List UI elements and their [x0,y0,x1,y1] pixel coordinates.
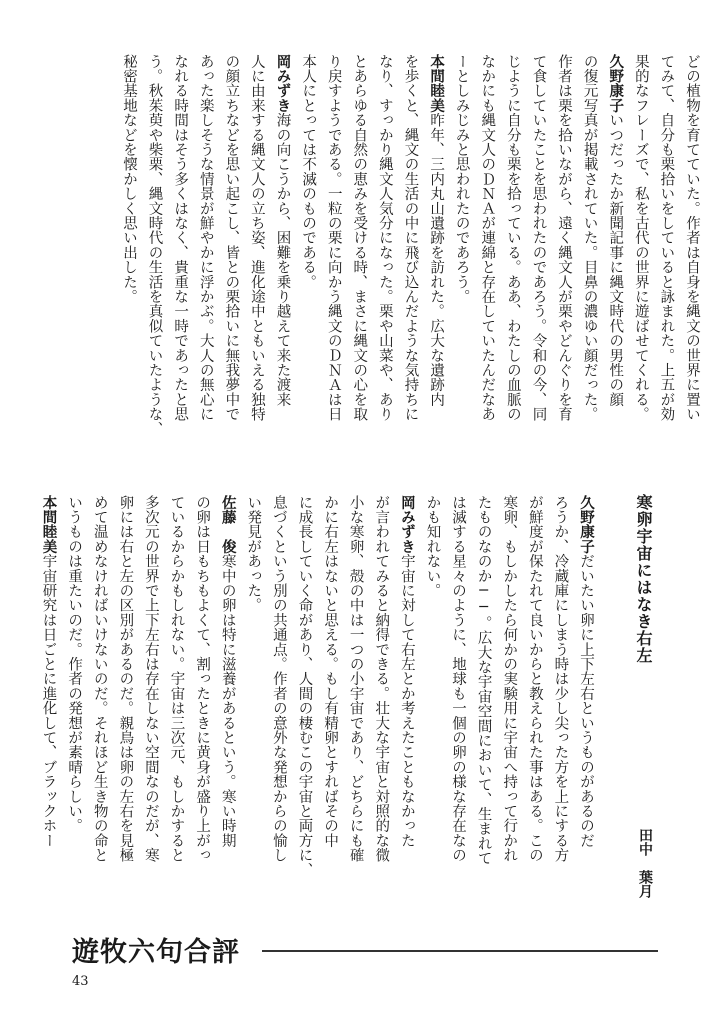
column-text: 小な寒卵、殻の中は一つの小宇宙であり、どちらにも確 [347,495,364,863]
text-column [393,495,419,927]
speaker-name: 久野康子 [578,495,594,554]
text-column [265,495,291,927]
speaker-name: 本間睦美 [40,495,57,554]
text-column [137,495,163,927]
text-column [627,54,653,480]
column-text: 寒中の卵は特に滋養があるという。寒い時期 [219,553,236,848]
column-text: じように自分も栗を拾っている。ああ、わたしの血脈の [504,54,521,422]
text-column [653,54,679,480]
column-text: いつだったか新聞記事に縄文時代の男性の顔 [607,112,624,407]
column-text: なかにも縄文人のＤＮＡが連綿と存在していたんだなあ [479,54,496,422]
text-column [342,495,368,927]
footer-rule [262,950,658,952]
speaker-name: 久野康子 [607,54,624,113]
column-text: 秘密基地などを懐かしく思い出した。 [120,54,137,304]
text-column [419,495,445,927]
upper-commentary-block [115,54,704,480]
text-column [474,54,500,480]
column-text: が言われてみると納得できる。壮大な宇宙と対照的な微 [373,495,390,863]
text-column [397,54,423,480]
text-column [243,54,269,480]
text-column [192,54,218,480]
column-text: う。秋茱萸や柴栗、縄文時代の生活を真似ていたような、 [146,54,163,437]
text-column [141,54,167,480]
text-column [499,54,525,480]
text-column [61,495,87,927]
text-column [371,54,397,480]
column-text: が鮮度が保たれて良いからと教えられた事はある。この [526,495,543,863]
essay-author: 田中 葉月 [637,828,653,898]
column-text: 宇宙研究は日ごとに進化して、ブラックホー [40,553,57,848]
column-text: 寒卵、もしかしたら何かの実験用に宇宙へ持って行かれ [501,495,518,863]
speaker-name: 岡みずき [398,495,415,554]
text-column [550,54,576,480]
text-column [218,54,244,480]
column-text: 昨年、三内丸山遺跡を訪れた。広大な遺跡内 [428,112,445,407]
text-column [35,495,61,927]
text-column [525,54,551,480]
text-column [678,54,704,480]
column-text: は滅する星々のように、地球も一個の卵の様な存在なの [450,495,467,863]
text-column [163,495,189,927]
text-column [269,54,295,480]
column-text: 息づくという別の共通点。作者の意外な発想からの愉し [270,495,287,863]
text-column [572,495,598,927]
column-text: 多次元の世界で上下左右は存在しない空間なのだが、寒 [142,495,159,863]
text-column [547,495,573,927]
column-text: 卵には右と左の区別があるのだ。親鳥は卵の左右を見極 [117,495,134,863]
text-column [448,54,474,480]
column-text: かに右左はないと思える。もし有精卵とすればその中 [322,495,339,848]
column-text: なり、すっかり縄文人気分になった。栗や山菜や、あり [376,54,393,422]
text-column [320,54,346,480]
column-text: り戻すようである。一粒の栗に向かう縄文のＤＮＡは日 [325,54,342,422]
page-number: 43 [72,974,89,989]
text-column [295,54,321,480]
column-text: に成長していく命があり、人間の棲むこの宇宙と両方に、 [296,495,313,878]
text-column [368,495,394,927]
column-text: だいたい卵に上下左右というものがあるのだ [578,553,594,848]
column-text: いうものは重たいのだ。作者の発想が素晴らしい。 [66,495,83,834]
lower-commentary-block [35,495,598,927]
text-column [346,54,372,480]
speaker-name: 岡みずき [274,54,291,113]
column-text: の復元写真が掲載されていた。目鼻の濃ゆい顔だった。 [581,54,598,422]
text-column [291,495,317,927]
column-text: 海の向こうから、困難を乗り越えて来た渡来 [274,112,291,407]
column-text: て食していたことを思われたのであろう。令和の今、同 [530,54,547,422]
text-column [167,54,193,480]
column-text: どの植物を育てていた。作者は自身を縄文の世界に置い [684,54,700,422]
section-title: 遊牧六句合評 [72,937,240,968]
text-column [496,495,522,927]
column-text: 人に由来する縄文人の立ち姿、進化途中ともいえる独特 [248,54,265,422]
column-text: 作者は栗を拾いながら、遠く縄文人が栗やどんぐりを育 [556,54,573,422]
column-text: 果的なフレーズで、私を古代の世界に遊ばせてくれる。 [632,54,649,422]
column-text: かも知れない。 [424,495,441,598]
text-column [602,54,628,480]
column-text: の顔立ちなどを思い起こし、皆との栗拾いに無我夢中で [223,54,240,422]
column-text: たものなのか──。広大な宇宙空間において、生まれて [475,495,492,866]
text-column [576,54,602,480]
column-text: てみて、自分も栗拾いをしていると詠まれた。上五が効 [658,54,675,422]
text-column [316,495,342,927]
column-text: あった楽しそうな情景が鮮やかに浮かぶ。大人の無心に [197,54,214,422]
text-column [470,495,496,927]
speaker-name: 佐藤 俊 [219,495,236,554]
text-column [112,495,138,927]
text-column [422,54,448,480]
column-text: 本人にとっては不滅のものである。 [300,54,317,290]
text-column [214,495,240,927]
column-text: を歩くと、縄文の生活の中に飛び込んだような気持ちに [402,54,419,422]
text-column [521,495,547,927]
column-text: ろうか、冷蔵庫にしまう時は少し尖った方を上にする方 [552,495,569,863]
column-text: めて温めなければいけないのだ。それほど生き物の命と [91,495,108,863]
text-column [115,54,141,480]
column-text: ているからかもしれない。宇宙は三次元、もしかすると [168,495,185,863]
column-text: なれる時間はそう多くはなく、貴重な一時であったと思 [172,54,189,422]
essay-haiku-title: 寒卵宇宙にはなき右左 [634,494,653,664]
column-text: ーとしみじみと思われたのであろう。 [453,54,470,304]
text-column [240,495,266,927]
column-text: とあらゆる自然の恵みを受ける時、まさに縄文の心を取 [351,54,368,422]
column-text: い発見があった。 [245,495,262,613]
text-column [86,495,112,927]
column-text: の卵は日もちもよくて、割ったときに黄身が盛り上がっ [194,495,211,863]
speaker-name: 本間睦美 [428,54,445,113]
text-column [444,495,470,927]
column-text: 宇宙に対して右左とか考えたこともなかった [398,553,415,848]
text-column [189,495,215,927]
